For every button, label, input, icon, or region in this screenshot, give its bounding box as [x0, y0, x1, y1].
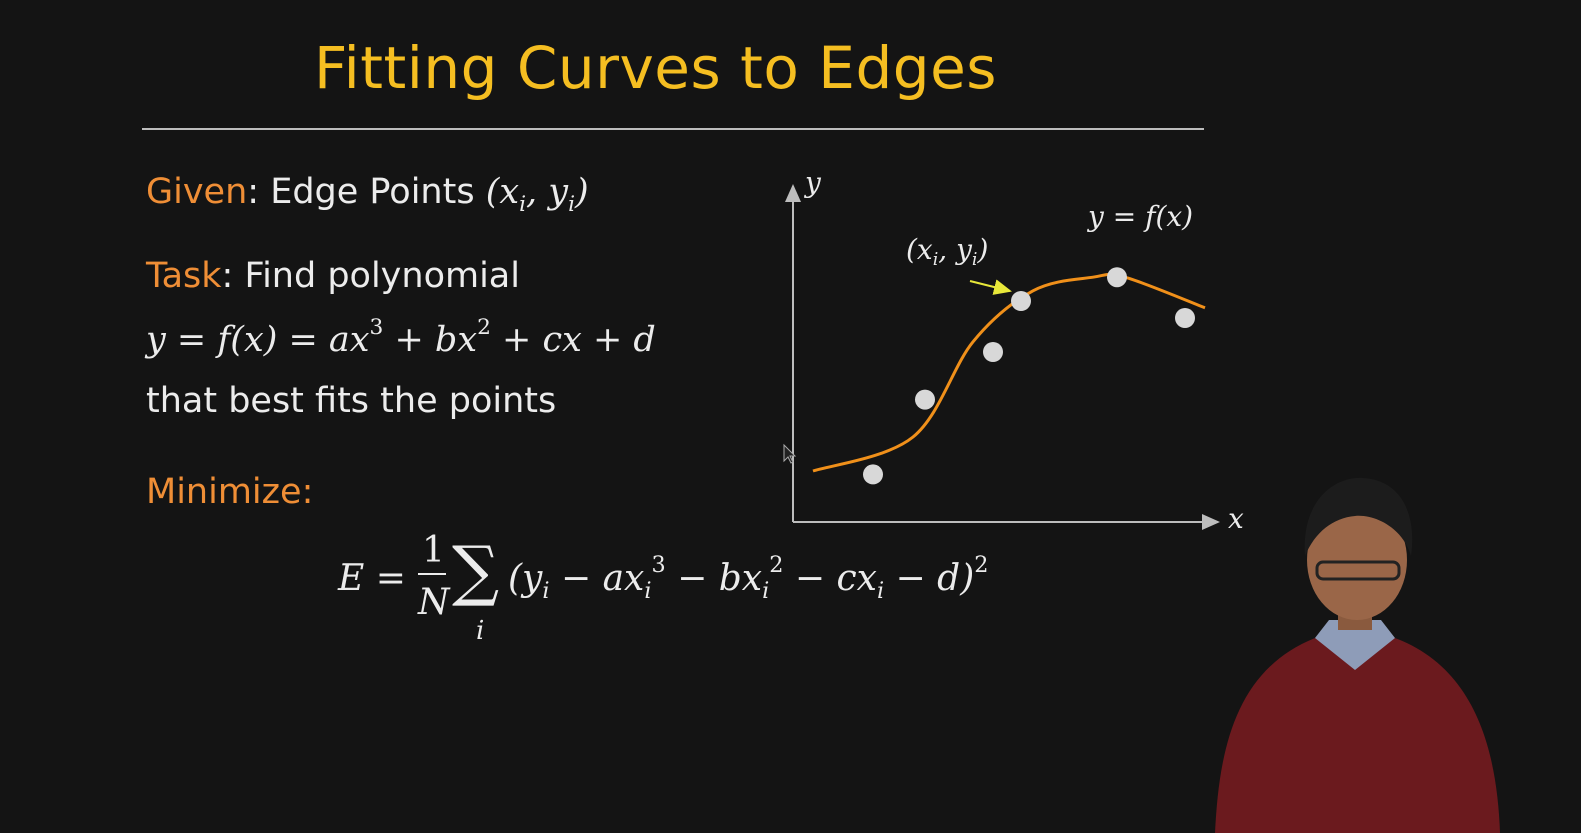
given-comma: , y — [526, 172, 569, 212]
eq-body2: − ax — [549, 558, 645, 599]
edge-points — [863, 267, 1195, 484]
poly-exp3: 3 — [369, 314, 384, 340]
point-label-sub2: i — [971, 250, 978, 271]
eq-exp2: 2 — [769, 552, 784, 579]
edge-point — [1011, 291, 1031, 311]
x-axis-label: x — [1228, 502, 1244, 535]
point-label-arrow — [970, 281, 1010, 291]
minimize-keyword: Minimize — [146, 472, 302, 512]
curve-label: y = f(x) — [1088, 200, 1194, 233]
edge-point — [1175, 308, 1195, 328]
edge-point — [983, 342, 1003, 362]
eq-exp3: 3 — [651, 552, 666, 579]
eq-denominator: N — [418, 582, 450, 623]
edge-point — [863, 464, 883, 484]
y-axis-label: y — [805, 166, 821, 199]
given-close: ) — [575, 172, 589, 212]
poly-mid1: + bx — [383, 320, 478, 360]
sigma-symbol: ∑ — [452, 532, 500, 609]
poly-mid2: + cx + d — [490, 320, 656, 360]
eq-body4: − cx — [783, 558, 877, 599]
given-sub1: i — [519, 191, 527, 217]
task-text: Find polynomial — [244, 256, 520, 296]
given-text: Edge Points — [270, 172, 475, 212]
eq-body5: − d) — [884, 558, 975, 599]
minimize-sep: : — [301, 472, 314, 512]
point-label-open: (x — [906, 233, 933, 266]
point-label — [906, 233, 989, 271]
point-label-close: ) — [977, 233, 989, 266]
edge-point — [915, 390, 935, 410]
eq-sub3: i — [762, 577, 770, 604]
fit-curve — [813, 274, 1205, 471]
given-math-open: (x — [485, 172, 520, 212]
eq-body1: (y — [508, 558, 543, 599]
task-sep: : — [221, 256, 234, 296]
eq-lhs: E = — [338, 558, 406, 599]
sigma-index: i — [476, 616, 485, 646]
task-keyword: Task — [146, 256, 222, 296]
eq-sub4: i — [876, 577, 885, 604]
given-keyword: Given — [146, 172, 248, 212]
point-label-comma: , y — [938, 233, 972, 266]
poly-exp2: 2 — [477, 314, 491, 340]
eq-exp-outer: 2 — [974, 552, 989, 579]
fits-text: that best fits the points — [146, 381, 557, 421]
slide-title: Fitting Curves to Edges — [314, 34, 997, 102]
eq-sub1: i — [542, 577, 550, 604]
given-sub2: i — [568, 191, 576, 217]
given-sep: : — [247, 172, 260, 212]
point-label-sub1: i — [932, 250, 939, 271]
eq-body3: − bx — [665, 558, 763, 599]
eq-numerator: 1 — [422, 530, 445, 571]
poly-lhs: y = f(x) = ax — [146, 320, 370, 360]
eq-sub2: i — [644, 577, 652, 604]
presenter-video — [1205, 470, 1505, 833]
edge-point — [1107, 267, 1127, 287]
